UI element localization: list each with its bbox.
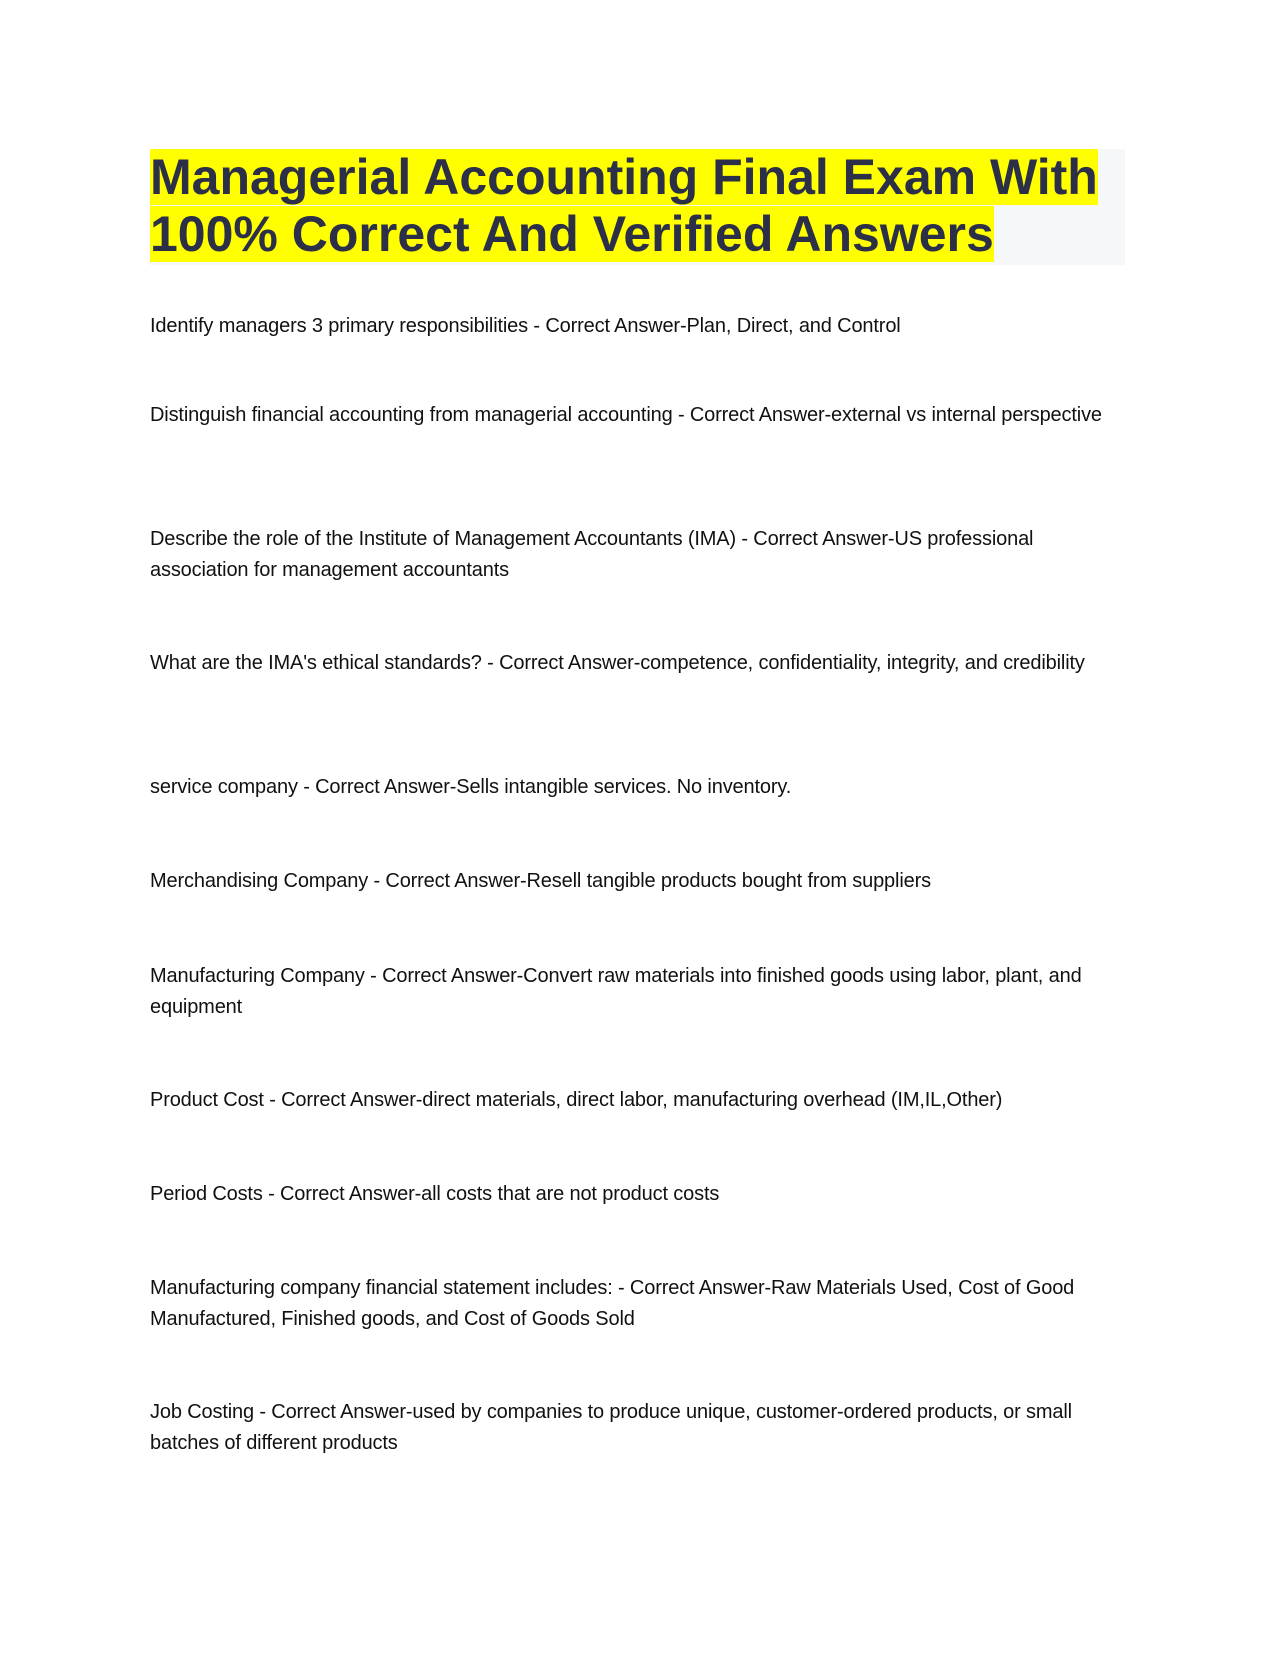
qa-item: Describe the role of the Institute of Management Accountants (IMA) - Correct Answer-US professional association for management accountants — [150, 528, 1034, 581]
qa-item: Job Costing - Correct Answer-used by companies to produce unique, customer-ordered products, or small batches of different products — [150, 1401, 1072, 1454]
title-block — [150, 149, 1125, 265]
qa-item: Merchandising Company - Correct Answer-Resell tangible products bought from suppliers — [150, 870, 931, 892]
qa-item: Distinguish financial accounting from managerial accounting - Correct Answer-external vs internal perspective — [150, 404, 1102, 426]
qa-item: Manufacturing company financial statement includes: - Correct Answer-Raw Materials Used, Cost of Good Manufactured, Finished goods, and Cost of Goods Sold — [150, 1277, 1075, 1330]
title-line-2: 100% Correct And Verified Answers — [150, 206, 994, 262]
qa-item: What are the IMA's ethical standards? - Correct Answer-competence, confidentiality, integrity, and credibility — [150, 652, 1085, 674]
qa-item: Period Costs - Correct Answer-all costs that are not product costs — [150, 1183, 720, 1205]
qa-item: Manufacturing Company - Correct Answer-Convert raw materials into finished goods using labor, plant, and equipment — [150, 965, 1082, 1018]
document-title — [150, 149, 1125, 263]
title-line-1: Managerial Accounting Final Exam With — [150, 149, 1098, 205]
qa-item: service company - Correct Answer-Sells intangible services. No inventory. — [150, 776, 792, 798]
qa-item: Identify managers 3 primary responsibilities - Correct Answer-Plan, Direct, and Control — [150, 315, 901, 337]
qa-item: Product Cost - Correct Answer-direct materials, direct labor, manufacturing overhead (IM,IL,Other) — [150, 1089, 1003, 1111]
